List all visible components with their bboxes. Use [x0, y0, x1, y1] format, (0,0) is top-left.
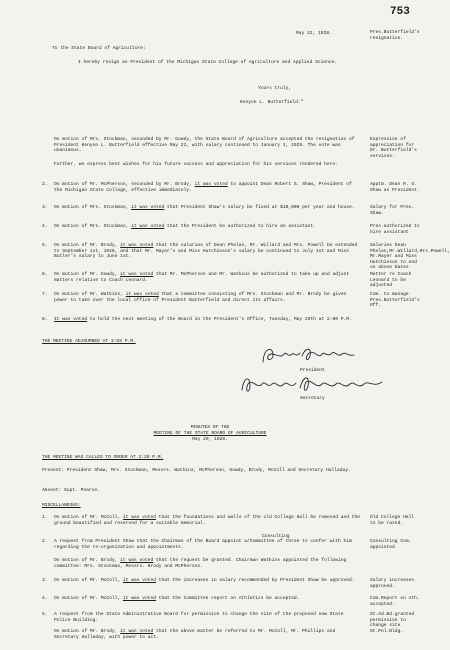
underlined-phrase: It was voted — [54, 317, 88, 322]
text-segment: that the Committee report on Athletics be accepted. — [156, 596, 300, 601]
misc-margin-note: Old College Hall to be razed. — [370, 515, 415, 526]
misc-item — [42, 515, 360, 526]
letter-salutation: To the State Board of Agriculture: — [52, 46, 146, 51]
minute-item-number — [42, 162, 54, 168]
misc-item — [42, 539, 360, 550]
minute-margin-note: Pres.authorized to hire assistant — [370, 224, 420, 235]
minute-item — [42, 162, 360, 168]
misc-item-text — [54, 578, 360, 584]
adjourned-note — [42, 339, 136, 345]
misc-margin-note: Com.Report on Ath. accepted. — [370, 596, 420, 607]
misc-item-text — [54, 629, 360, 640]
misc-item — [42, 558, 360, 569]
text-segment: that the above matter be referred to Mr. McColl, Mr. Phillips and Secretary Halladay, with power to act. — [54, 629, 336, 640]
minute-item-number: 5. — [42, 243, 48, 248]
text-segment: On motion of Mr. Gowdy, — [54, 272, 121, 277]
secretary-label: Secretary — [300, 396, 325, 401]
minute-margin-note: Apptm. Dean R. S. Shaw as President. — [370, 182, 420, 193]
present-list: Present: President Shaw, Mrs. Stockman, Messrs. Watkins, McPherson, Gowdy, Brody, McColl and Secretary Halladay. — [42, 468, 351, 473]
minute-margin-note: Matter re Coach Leonard to be adjusted — [370, 272, 412, 289]
misc-item-number — [42, 629, 54, 640]
text-segment: that a committee consisting of Mrs. Stockman and Mr. Brody be given power to take over the local office of President Butterfield and direct its affairs. — [54, 292, 347, 303]
misc-item-text — [54, 558, 360, 569]
misc-item-text — [54, 515, 360, 526]
minute-item-text — [54, 224, 360, 230]
misc-item — [42, 596, 360, 602]
minute-item — [42, 224, 360, 230]
text-segment: that President Shaw's salary be fixed at $10,000 per year and house. — [164, 205, 355, 210]
underlined-phrase: it was voted — [122, 596, 157, 601]
underlined-phrase: it was voted — [122, 515, 157, 520]
meeting-called-note — [42, 455, 163, 461]
text-segment: On motion of Mr. Brody, — [54, 243, 121, 248]
text-segment: to hold the next meeting of the Board in the President's Office, Tuesday, May 29th at 2:00 P.M. — [87, 317, 352, 322]
minute-item-number — [42, 137, 54, 154]
misc-item — [42, 612, 360, 623]
text-segment: A request from the State Administrative Board for permission to change the site of the proposed new State Police Building. — [54, 612, 344, 623]
minute-margin-note: Expression of appreciation for Dr. Butterfield's services. — [370, 137, 417, 159]
text-segment: that the increases in salary recommended by President Shaw be approved. — [156, 578, 355, 583]
underlined-phrase: it was voted — [131, 205, 165, 210]
president-label: President — [300, 368, 325, 373]
text-segment: On motion of Mr. McPherson, seconded by Mr. Brody, — [54, 182, 195, 187]
misc-item-number — [42, 558, 54, 569]
minutes-heading-2 — [90, 431, 330, 437]
text-segment: On motion of Mr. McColl, — [54, 578, 123, 583]
minute-item-number: 2. — [42, 182, 48, 187]
text-segment: that the foundations and walls of the old College Hall be removed and the ground beautified and reserved for a suitable memorial. — [54, 515, 361, 526]
misc-item-text — [54, 596, 360, 602]
minute-item — [42, 182, 360, 193]
minutes-heading-2-text: MEETING OF THE STATE BOARD OF AGRICULTURE — [153, 431, 267, 436]
minute-item — [42, 243, 360, 260]
text-segment: On motion of Mrs. Stockman, — [54, 224, 132, 229]
text-segment: On motion of Mr. McColl, — [54, 596, 123, 601]
president-signature-image — [258, 342, 368, 370]
page-number: 753 — [390, 6, 410, 18]
misc-item-number: 4. — [42, 596, 48, 601]
underlined-phrase: it was voted — [125, 292, 159, 297]
minute-item-text — [54, 317, 360, 323]
minute-item-text — [54, 137, 360, 154]
minute-margin-note: Salaries Dean Phelan,Mr.Willard,Mrs.Powell, Mr.Mayer and Miss Hutchinson to end on above Dates — [370, 243, 450, 271]
text-segment: to appoint Dean Robert S. Shaw, President of the Michigan State College, effective immediately. — [54, 182, 352, 193]
underlined-phrase: it was voted — [122, 578, 157, 583]
minute-margin-note: Salary for Pres. Shaw. — [370, 205, 415, 216]
underlined-phrase: it was voted — [194, 182, 228, 187]
letter-signature: Kenyon L. Butterfield." — [240, 100, 304, 105]
minute-item-text — [54, 162, 360, 168]
section-heading-text: MISCELLANEOUS: — [42, 503, 81, 508]
underlined-phrase: it was voted — [120, 629, 154, 634]
minute-item-text — [54, 292, 360, 303]
minute-item-text — [54, 243, 360, 260]
underlined-phrase: it was voted — [131, 224, 165, 229]
text-segment: On motion of Mr. Watkins, — [54, 292, 126, 297]
minute-item-text — [54, 205, 360, 211]
text-segment: On motion of Mr. McColl, — [54, 515, 123, 520]
minute-item-text — [54, 272, 360, 283]
minute-margin-note: Com. to manage Pres.Butterfield's Off. — [370, 292, 420, 309]
minute-item-text — [54, 182, 360, 193]
text-segment: that the President be authorized to hire an assistant. — [164, 224, 316, 229]
text-segment: On motion of Mrs. Stockman, — [54, 205, 132, 210]
minute-item — [42, 272, 360, 283]
misc-interlinear-insert: Consulting — [262, 534, 290, 539]
adjourned-text: THE MEETING ADJOURNED AT 3:55 P.M. — [42, 339, 136, 344]
minutes-heading-3: May 29, 1928. — [192, 437, 228, 442]
minute-item — [42, 292, 360, 303]
margin-note-resignation: Pres.Butterfield's resignation. — [370, 30, 420, 41]
misc-item-number: 2. — [42, 539, 48, 544]
letter-body: I hereby resign as President of the Michigan State College of Agriculture and Applied Science. — [78, 60, 338, 65]
text-segment: On motion of Mr. Brody, — [54, 558, 121, 563]
section-heading — [42, 503, 81, 509]
absent-list: Absent: Supt. Pearce. — [42, 488, 100, 493]
minute-item — [42, 205, 360, 211]
misc-item-number: 1. — [42, 515, 48, 520]
misc-item — [42, 578, 360, 584]
text-segment: that the request be granted. Chairman Watkins appointed the following committee: Mrs. Stockman, Messrs. Brody and McPherson. — [54, 558, 347, 569]
minute-item-number: 8. — [42, 317, 48, 322]
misc-item-text — [54, 612, 360, 623]
misc-item-number: 3. — [42, 578, 48, 583]
underlined-phrase: it was voted — [120, 558, 154, 563]
letter-date: May 22, 1928. — [296, 31, 332, 36]
letter-closing: Yours truly, — [258, 86, 292, 91]
minute-item-number: 3. — [42, 205, 48, 210]
underlined-phrase: it was voted — [120, 243, 154, 248]
misc-item-number: 5. — [42, 612, 48, 617]
text-segment: Further, we express best wishes for his future success and appreciation for his services rendered here. — [54, 162, 338, 167]
minutes-heading-1: MINUTES OF THE — [190, 425, 230, 430]
misc-margin-note: St.Ad.Bd.granted permission to change site St.Pol.Bldg. — [370, 612, 415, 634]
underlined-phrase: it was voted — [120, 272, 154, 277]
minute-item-number: 4. — [42, 224, 48, 229]
text-segment: A request from President Shaw that the Chairman of the Board appoint a/Committee of three to confer with him regarding the re-organization and appointments. — [54, 539, 352, 550]
text-segment: On motion of Mr. Brody, — [54, 629, 121, 634]
misc-margin-note: Consulting Com. appointed — [370, 539, 412, 550]
minute-item-number: 6. — [42, 272, 48, 277]
minute-item — [42, 137, 360, 154]
minute-item — [42, 317, 360, 323]
misc-item-text — [54, 539, 360, 550]
minute-item-number: 7. — [42, 292, 48, 297]
text-segment: On motion of Mrs. Stockman, seconded by Mr. Gowdy, the State Board of Agriculture accepted the resignation of President Kenyon L. Butterfield effective May 22, with salary continued to January 1, 1929. The vote was unanimous. — [54, 137, 355, 154]
secretary-signature-image — [238, 372, 388, 398]
meeting-called-text: THE MEETING WAS CALLED TO ORDER AT 2:20 P.M. — [42, 455, 164, 460]
text-segment: that Mr. McPherson and Mr. Watkins be authorized to take up and adjust matters relative to Coach Leonard. — [54, 272, 349, 283]
text-segment: that the salaries of Dean Phelan, Mr. Willard and Mrs. Powell be extended to September 1st, 1928, and that Mr. Mayer's and Miss Hutchinson's salary be continued to July 1st and Miss Butler's salary to June 1st. — [54, 243, 358, 260]
misc-margin-note: Salary increases approved. — [370, 578, 415, 589]
misc-item — [42, 629, 360, 640]
